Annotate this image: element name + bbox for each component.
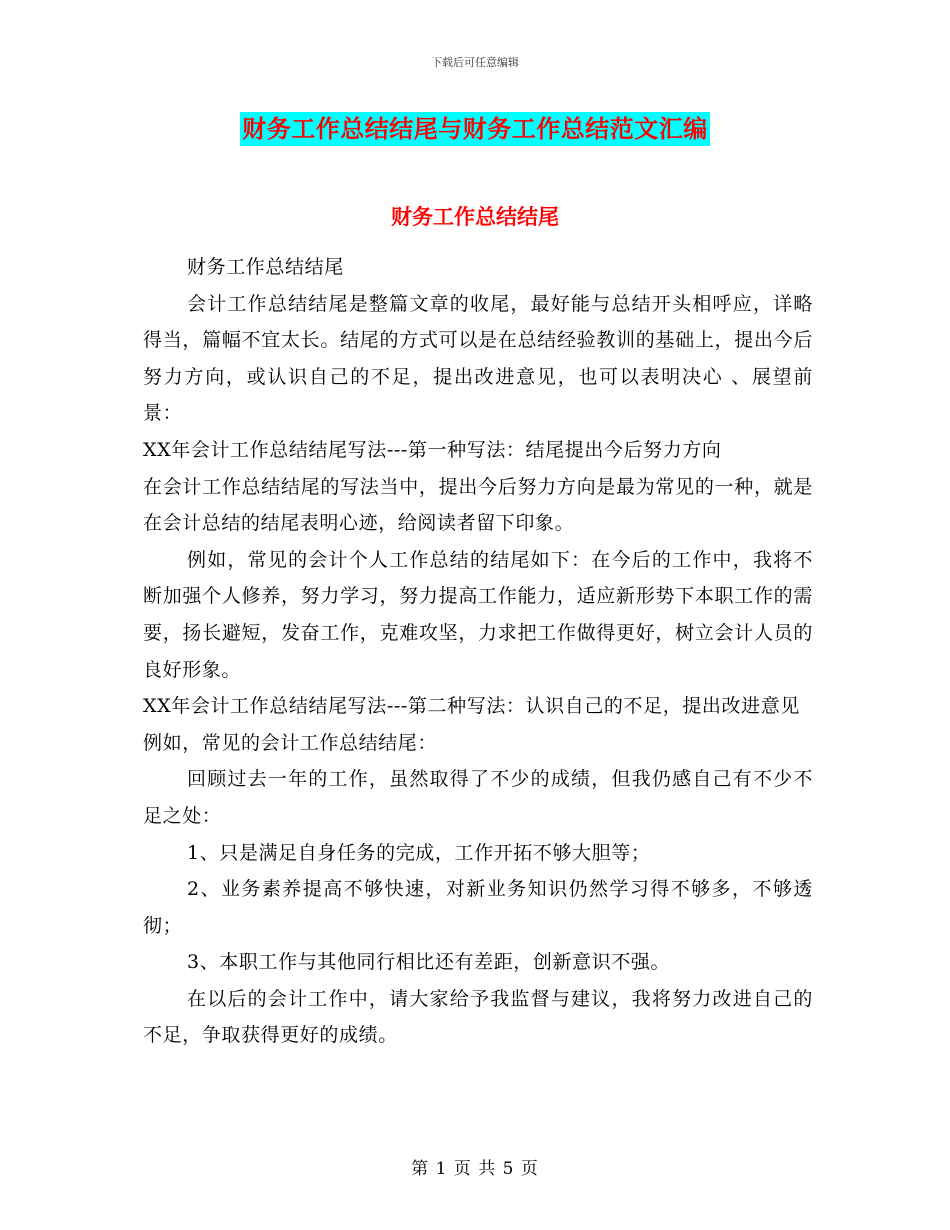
list-item: 2、业务素养提高不够快速，对新业务知识仍然学习得不够多，不够透彻；: [143, 878, 813, 937]
list-item: 1、只是满足自身任务的完成，工作开拓不够大胆等；: [187, 841, 651, 864]
document-title: [0, 112, 950, 146]
section-title: 财务工作总结结尾: [391, 205, 559, 229]
list-item: 3、本职工作与其他同行相比还有差距，创新意识不强。: [187, 951, 671, 974]
paragraph: XX年会计工作总结结尾写法---第一种写法：结尾提出今后努力方向: [143, 438, 722, 461]
paragraph: 例如，常见的会计个人工作总结的结尾如下：在今后的工作中，我将不断加强个人修养，努力学习，努力提高工作能力，适应新形势下本职工作的需要，扬长避短，发奋工作，克难攻坚，力求把工作做得更好，树立会计人员的良好形象。: [143, 548, 813, 681]
document-title-text: 财务工作总结结尾与财务工作总结范文汇编: [240, 112, 710, 146]
page-header: 下载后可任意编辑: [431, 56, 519, 69]
paragraph: 在会计工作总结结尾的写法当中，提出今后努力方向是最为常见的一种，就是在会计总结的结尾表明心迹，给阅读者留下印象。: [143, 475, 813, 535]
paragraph: 回顾过去一年的工作，虽然取得了不少的成绩，但我仍感自己有不少不足之处：: [143, 768, 813, 827]
paragraph: 在以后的会计工作中，请大家给予我监督与建议，我将努力改进自己的不足，争取获得更好的成绩。: [143, 987, 813, 1047]
paragraph: 财务工作总结结尾: [187, 256, 344, 278]
document-body: [143, 249, 813, 1054]
paragraph: 会计工作总结结尾是整篇文章的收尾，最好能与总结开头相呼应，详略得当，篇幅不宜太长。结尾的方式可以是在总结经验教训的基础上，提出今后努力方向，或认识自己的不足，提出改进意见，也可以表明决心 、展望前景：: [143, 292, 813, 425]
page-number: 第 1 页 共 5 页: [411, 1159, 539, 1179]
paragraph: XX年会计工作总结结尾写法---第二种写法：认识自己的不足，提出改进意见: [143, 695, 800, 718]
paragraph: 例如，常见的会计工作总结结尾：: [143, 731, 438, 754]
